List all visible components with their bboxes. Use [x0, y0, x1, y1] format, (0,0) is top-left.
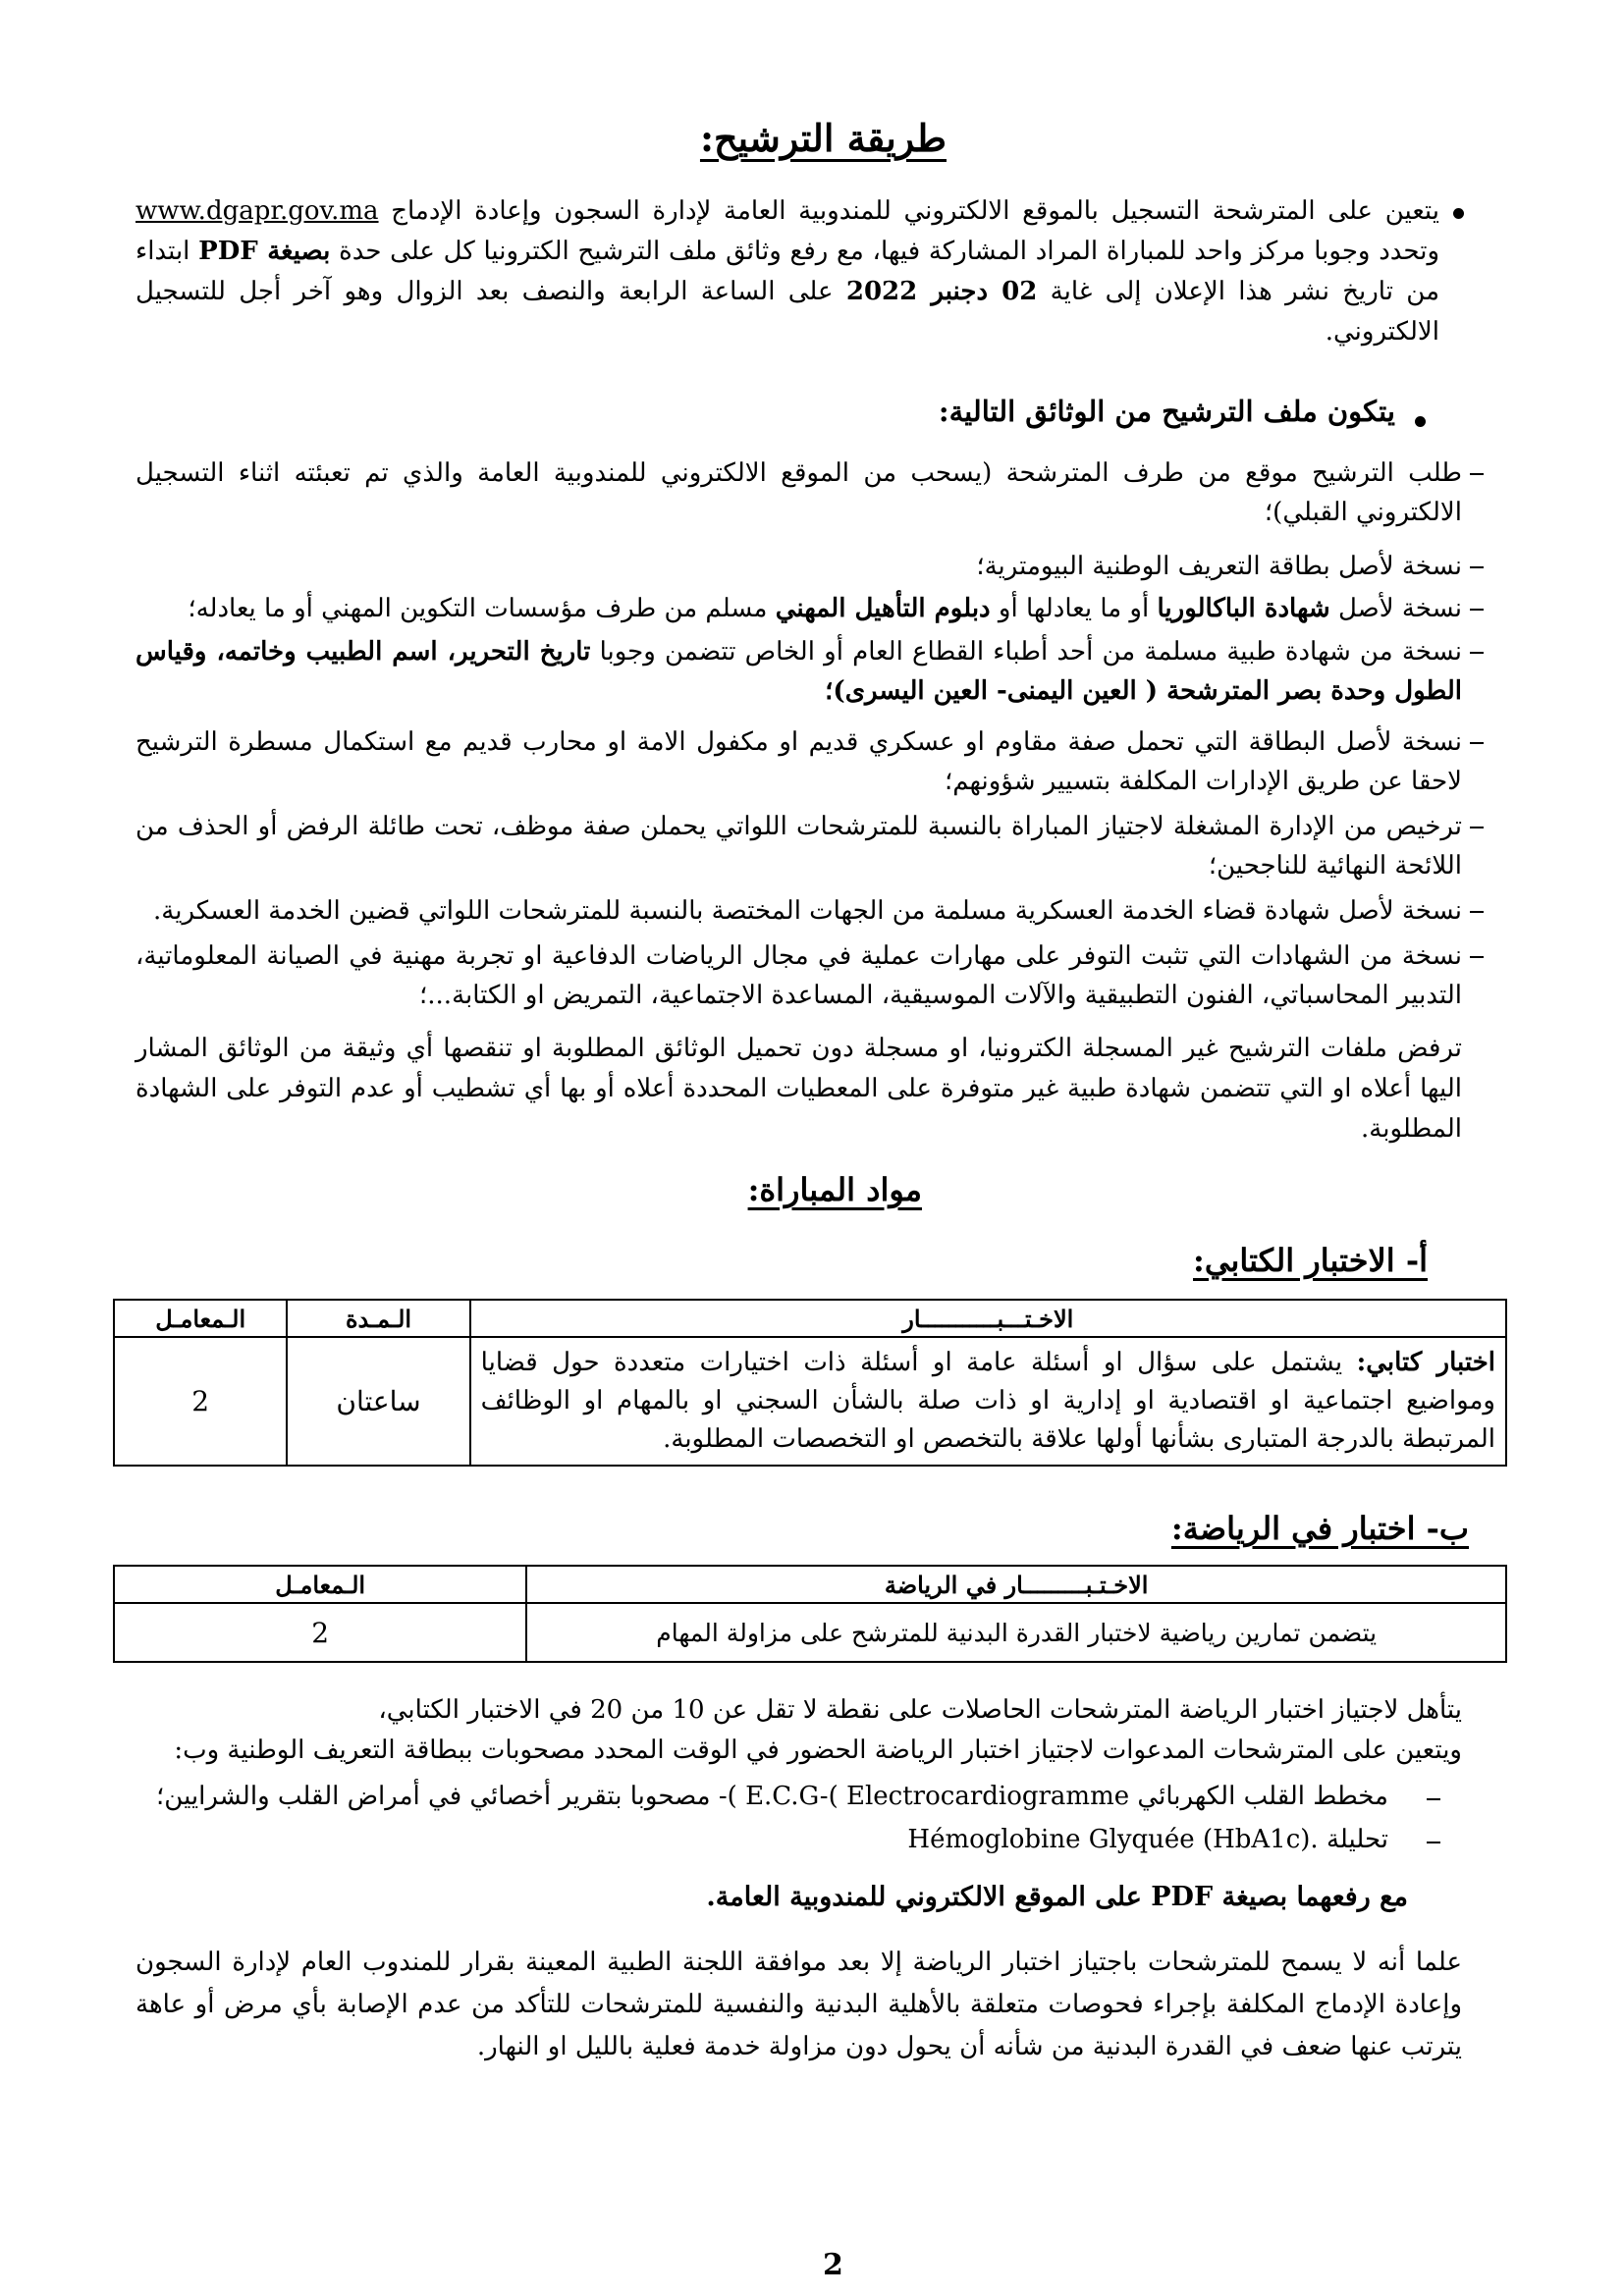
doc-item-diploma: نسخة لأصل شهادة الباكالوريا أو ما يعادلها أو دبلوم التأهيل المهني مسلم من طرف مؤسسات التكوين المهني أو ما يعادله؛ [188, 594, 1462, 623]
dash-bullet [1427, 1798, 1440, 1800]
intro-text-b: وتحدد وجوبا مركز واحد للمباراة المراد المشاركة فيها، مع رفع وثائق ملف الترشيح الكترونيا كل على حدة [339, 237, 1439, 266]
dash-bullet [1470, 473, 1484, 475]
dash-bullet [1470, 742, 1484, 744]
attendance-text: ويتعين على المترشحات المدعوات لاجتياز اختبار الرياضة الحضور في الوقت المحدد مصحوبات ببطاقة التعريف الوطنية وب: [174, 1735, 1462, 1765]
med-item-ecg: مخطط القلب الكهربائي E.C.G-( Electrocardiogramme )- مصحوبا بتقرير أخصائي في أمراض القلب والشرايين؛ [156, 1782, 1388, 1811]
intro-text-d: على الساعة الرابعة والنصف بعد الزوال وهو آخر أجل للتسجيل الالكتروني. [135, 277, 1439, 347]
dash-bullet [1470, 956, 1484, 958]
bullet-icon [1453, 208, 1464, 219]
upload-note: مع رفعهما بصيغة PDF على الموقع الالكتروني للمندوبية العامة. [706, 1882, 1408, 1912]
sport-exam-table [113, 1565, 1507, 1663]
dash-bullet [1427, 1842, 1440, 1843]
med-item-hba1c: تحليلة Hémoglobine Glyquée (HbA1c). [907, 1825, 1388, 1854]
doc-item-certificates: نسخة من الشهادات التي تثبت التوفر على مهارات عملية في مجال الرياضات الدفاعية او تجربة مهنية في الصيانة المعلوماتية، التدبير المحاسباتي، الفنون التطبيقية والآلات الموسيقية، المساعدة الاجتماعية، التمريض او الكتابة...؛ [135, 941, 1462, 1010]
doc-item-military: نسخة لأصل شهادة قضاء الخدمة العسكرية مسلمة من الجهات المختصة بالنسبة للمترشحات اللواتي قضين الخدمة العسكرية. [153, 896, 1462, 926]
col-coefficient: الـمعامـل [114, 1300, 287, 1337]
sport-exam-heading: ب- اختبار في الرياضة: [1170, 1510, 1469, 1547]
dash-bullet [1470, 652, 1484, 654]
col-sport-coefficient: الـمعامـل [114, 1566, 526, 1603]
final-note: علما أنه لا يسمح للمترشحات باجتياز اختبار الرياضة إلا بعد موافقة اللجنة الطبية المعينة بقرار للمندوب العام لإدارة السجون وإعادة الإدماج المكلفة بإجراء فحوصات متعلقة بالأهلية البدنية والنفسية للمترشحات للتأكد من عدم الإصابة بأي مرض أو عاهة يترتب عنها ضعف في القدرة البدنية من شأنه أن يحول دون مزاولة خدمة فعلية بالليل او النهار. [135, 1948, 1462, 2061]
written-exam-table [113, 1299, 1507, 1467]
doc-item-veteran-card: نسخة لأصل البطاقة التي تحمل صفة مقاوم او عسكري قديم او مكفول الامة او محارب قديم مع استكمال مسطرة الترشيح لاحقا عن طريق الإدارات المكلفة بتسيير شؤونهم؛ [135, 727, 1462, 796]
sport-test-description: يتضمن تمارين رياضية لاختبار القدرة البدنية للمترشح على مزاولة المهام [526, 1603, 1506, 1662]
bullet-icon [1415, 416, 1426, 427]
sport-coefficient: 2 [114, 1603, 526, 1662]
doc-item-application: طلب الترشيح موقع من طرف المترشحة (يسحب من الموقع الالكتروني للمندوبية العامة والذي تم تعبئته اثناء التسجيل الالكتروني القبلي)؛ [135, 458, 1462, 527]
page-number: 2 [823, 2248, 843, 2282]
doc-item-authorization: ترخيص من الإدارة المشغلة لاجتياز المباراة بالنسبة للمترشحات اللواتي يحملن صفة موظف، تحت طائلة الرفض أو الحذف من اللائحة النهائية للناجحين؛ [135, 812, 1462, 881]
site-link[interactable]: www.dgapr.gov.ma [135, 196, 379, 226]
intro-text-c: ابتداء من تاريخ نشر هذا الإعلان إلى غاية [135, 237, 1439, 306]
pdf-format-label: بصيغة PDF [198, 237, 331, 266]
col-sport-test: الاخـتـبـــــــــار في الرياضة [526, 1566, 1506, 1603]
deadline-date: 02 دجنبر 2022 [845, 277, 1038, 306]
col-test: الاخـتـــبـــــــــــار [470, 1300, 1506, 1337]
doc-item-medical: نسخة من شهادة طبية مسلمة من أحد أطباء القطاع العام أو الخاص تتضمن وجوبا تاريخ التحرير، اسم الطبيب وخاتمه، وقياس الطول وحدة بصر المترشحة ( العين اليمنى- العين اليسرى)؛ [135, 637, 1462, 706]
page-title: طريقة الترشيح: [699, 116, 947, 160]
rejection-paragraph: ترفض ملفات الترشيح غير المسجلة الكترونيا، او مسجلة دون تحميل الوثائق المطلوبة او تنقصها أي وثيقة من الوثائق المشار اليها أعلاه او التي تتضمن شهادة طبية غير متوفرة على المعطيات المحددة أعلاه أو بها أي تشطيب أو عدم التوفر على الشهادة المطلوبة. [135, 1034, 1462, 1144]
written-duration: ساعتان [287, 1337, 469, 1466]
dash-bullet [1470, 566, 1484, 568]
dash-bullet [1470, 827, 1484, 828]
doc-item-id-card: نسخة لأصل بطاقة التعريف الوطنية البيومترية؛ [976, 552, 1462, 581]
subjects-heading: مواد المباراة: [747, 1171, 922, 1208]
table-row [114, 1337, 1506, 1466]
qualification-text: يتأهل لاجتياز اختبار الرياضة المترشحات الحاصلات على نقطة لا تقل عن 10 من 20 في الاختبار الكتابي، [378, 1695, 1462, 1725]
dash-bullet [1470, 911, 1484, 913]
intro-text-a: يتعين على المترشحة التسجيل بالموقع الالكتروني للمندوبية العامة لإدارة السجون وإعادة الإدماج [391, 196, 1439, 226]
dash-bullet [1470, 609, 1484, 611]
table-row [114, 1603, 1506, 1662]
intro-paragraph [135, 191, 1439, 352]
written-test-description: اختبار كتابي: يشتمل على سؤال او أسئلة عامة او أسئلة ذات اختيارات متعددة حول قضايا ومواضيع اجتماعية او اقتصادية او إدارية او ذات صلة بالشأن السجني او بالمهام او الوظائف المرتبطة بالدرجة المتبارى بشأنها أولها علاقة بالتخصص او التخصصات المطلوبة. [470, 1337, 1506, 1466]
written-exam-heading: أ- الاختبار الكتابي: [1193, 1242, 1428, 1279]
col-duration: الـمـدة [287, 1300, 469, 1337]
written-coefficient: 2 [114, 1337, 287, 1466]
docs-heading: يتكون ملف الترشيح من الوثائق التالية: [938, 395, 1395, 428]
